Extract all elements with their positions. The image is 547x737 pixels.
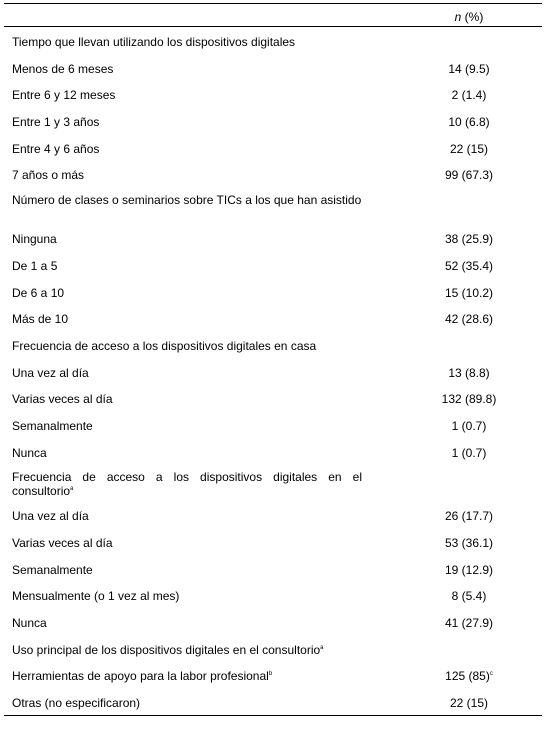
row-value	[396, 259, 542, 273]
row-value	[396, 696, 542, 710]
row-value-text: 42 (28.6)	[444, 312, 494, 327]
table-row	[4, 224, 542, 251]
row-value-text: 19 (12.9)	[444, 562, 494, 577]
table-row	[4, 80, 542, 107]
section-title	[12, 193, 362, 207]
row-value-text: 1 (0.7)	[451, 418, 487, 433]
row-value-text: 38 (25.9)	[444, 232, 494, 247]
row-label	[12, 446, 362, 460]
section-title-text: Frecuencia de acceso a los dispositivos digitales en casa	[12, 338, 317, 353]
row-label	[12, 142, 362, 156]
row-value-text: 1 (0.7)	[451, 445, 487, 460]
row-value	[396, 232, 542, 246]
row-label-text: Ninguna	[12, 232, 57, 247]
row-label-text: Entre 4 y 6 años	[12, 141, 100, 156]
row-label	[12, 259, 362, 273]
row-label	[12, 669, 362, 683]
table-row	[4, 528, 542, 555]
row-value-text: 125 (85)	[445, 669, 490, 684]
section-title	[12, 643, 362, 657]
row-label	[12, 115, 362, 129]
row-value	[396, 589, 542, 603]
row-value-text: 10 (6.8)	[448, 115, 490, 130]
row-label-text: Varias veces al día	[12, 536, 113, 550]
row-label	[12, 232, 362, 246]
row-value	[396, 563, 542, 577]
section-title	[12, 35, 362, 49]
table-bottom-rule	[4, 715, 542, 716]
row-label-text: Otras (no especificaron)	[12, 696, 141, 711]
row-label-text: Una vez al día	[12, 509, 89, 524]
table-row	[4, 358, 542, 385]
row-label-text: Mensualmente (o 1 vez al mes)	[12, 589, 180, 604]
table-row	[4, 304, 542, 331]
row-value	[396, 536, 542, 550]
section-title-row	[4, 635, 542, 662]
row-label-text: Varias veces al día	[12, 392, 113, 407]
section-title-row	[4, 464, 542, 501]
footnote-marker: a	[320, 644, 324, 651]
row-label	[12, 366, 362, 380]
footnote-marker: c	[489, 671, 493, 678]
row-label-text: De 6 a 10	[12, 285, 65, 300]
table-row	[4, 160, 542, 187]
table-row	[4, 581, 542, 608]
row-value	[396, 88, 542, 102]
row-value-text: 52 (35.4)	[444, 258, 494, 273]
row-label	[12, 696, 362, 710]
section-title-text: Frecuencia de acceso a los dispositivos digitales en el consultorio	[12, 470, 362, 499]
row-value	[396, 168, 542, 182]
row-label	[12, 419, 362, 433]
row-value-text: 41 (27.9)	[444, 616, 494, 631]
row-value	[396, 115, 542, 129]
row-value-text: 53 (36.1)	[444, 536, 494, 550]
row-label	[12, 616, 362, 630]
header-n-percent	[396, 10, 542, 24]
table-row	[4, 555, 542, 582]
row-label-text: Nunca	[12, 445, 47, 460]
row-label-text: Herramientas de apoyo para la labor profesional	[12, 669, 269, 684]
row-value-text: 26 (17.7)	[444, 509, 494, 524]
section-title-row	[4, 187, 542, 224]
table-header-row	[4, 4, 542, 26]
row-value-text: 2 (1.4)	[451, 88, 487, 103]
section-title-text: Uso principal de los dispositivos digitales en el consultorio	[12, 642, 321, 657]
row-label	[12, 88, 362, 102]
table-row	[4, 107, 542, 134]
table-row	[4, 134, 542, 161]
row-value-text: 15 (10.2)	[444, 285, 494, 300]
table-row	[4, 608, 542, 635]
row-value-text: 8 (5.4)	[451, 589, 487, 604]
row-label	[12, 509, 362, 523]
row-label	[12, 536, 362, 550]
row-label-text: De 1 a 5	[12, 258, 58, 273]
table-row	[4, 501, 542, 528]
row-value-text: 13 (8.8)	[448, 365, 490, 380]
table-row	[4, 251, 542, 278]
row-label-text: Entre 6 y 12 meses	[12, 88, 116, 103]
row-label	[12, 168, 362, 182]
table-row	[4, 688, 542, 715]
header-pct: (%)	[461, 10, 484, 24]
row-label	[12, 62, 362, 76]
footnote-marker: a	[70, 486, 74, 493]
section-title-text: Tiempo que llevan utilizando los dispositivos digitales	[12, 35, 296, 49]
header-n: n	[454, 10, 462, 24]
row-label-text: Semanalmente	[12, 562, 93, 577]
row-value-text: 99 (67.3)	[444, 168, 494, 183]
row-value	[396, 509, 542, 523]
row-value	[396, 312, 542, 326]
table-row	[4, 278, 542, 305]
table-row	[4, 661, 542, 688]
data-table	[4, 3, 542, 716]
row-label-text: Entre 1 y 3 años	[12, 115, 100, 130]
row-label-text: 7 años o más	[12, 168, 85, 183]
row-value	[396, 446, 542, 460]
row-value	[396, 616, 542, 630]
row-value	[396, 62, 542, 76]
row-label	[12, 392, 362, 406]
table-row	[4, 411, 542, 438]
section-title-text: Número de clases o seminarios sobre TICs a los que han asistido	[12, 193, 362, 208]
row-value-text: 22 (15)	[449, 696, 489, 711]
row-label	[12, 286, 362, 300]
table-row	[4, 384, 542, 411]
row-value-text: 14 (9.5)	[448, 61, 490, 76]
row-value	[396, 669, 542, 683]
row-label-text: Nunca	[12, 616, 47, 631]
row-label	[12, 312, 362, 326]
row-label	[12, 589, 362, 603]
row-label-text: Menos de 6 meses	[12, 61, 114, 76]
table-body	[4, 27, 542, 715]
row-label-text: Más de 10	[12, 312, 69, 327]
row-value-text: 132 (89.8)	[441, 392, 497, 407]
table-row	[4, 54, 542, 81]
row-label-text: Una vez al día	[12, 365, 89, 380]
row-label-text: Semanalmente	[12, 418, 93, 433]
row-value	[396, 392, 542, 406]
row-value	[396, 419, 542, 433]
row-value	[396, 286, 542, 300]
section-title	[12, 470, 362, 498]
section-title-row	[4, 27, 542, 54]
row-value	[396, 142, 542, 156]
footnote-marker: b	[268, 671, 273, 678]
table-row	[4, 438, 542, 465]
row-value-text: 22 (15)	[449, 141, 489, 156]
section-title	[12, 339, 362, 353]
row-value	[396, 366, 542, 380]
row-label	[12, 563, 362, 577]
section-title-row	[4, 331, 542, 358]
